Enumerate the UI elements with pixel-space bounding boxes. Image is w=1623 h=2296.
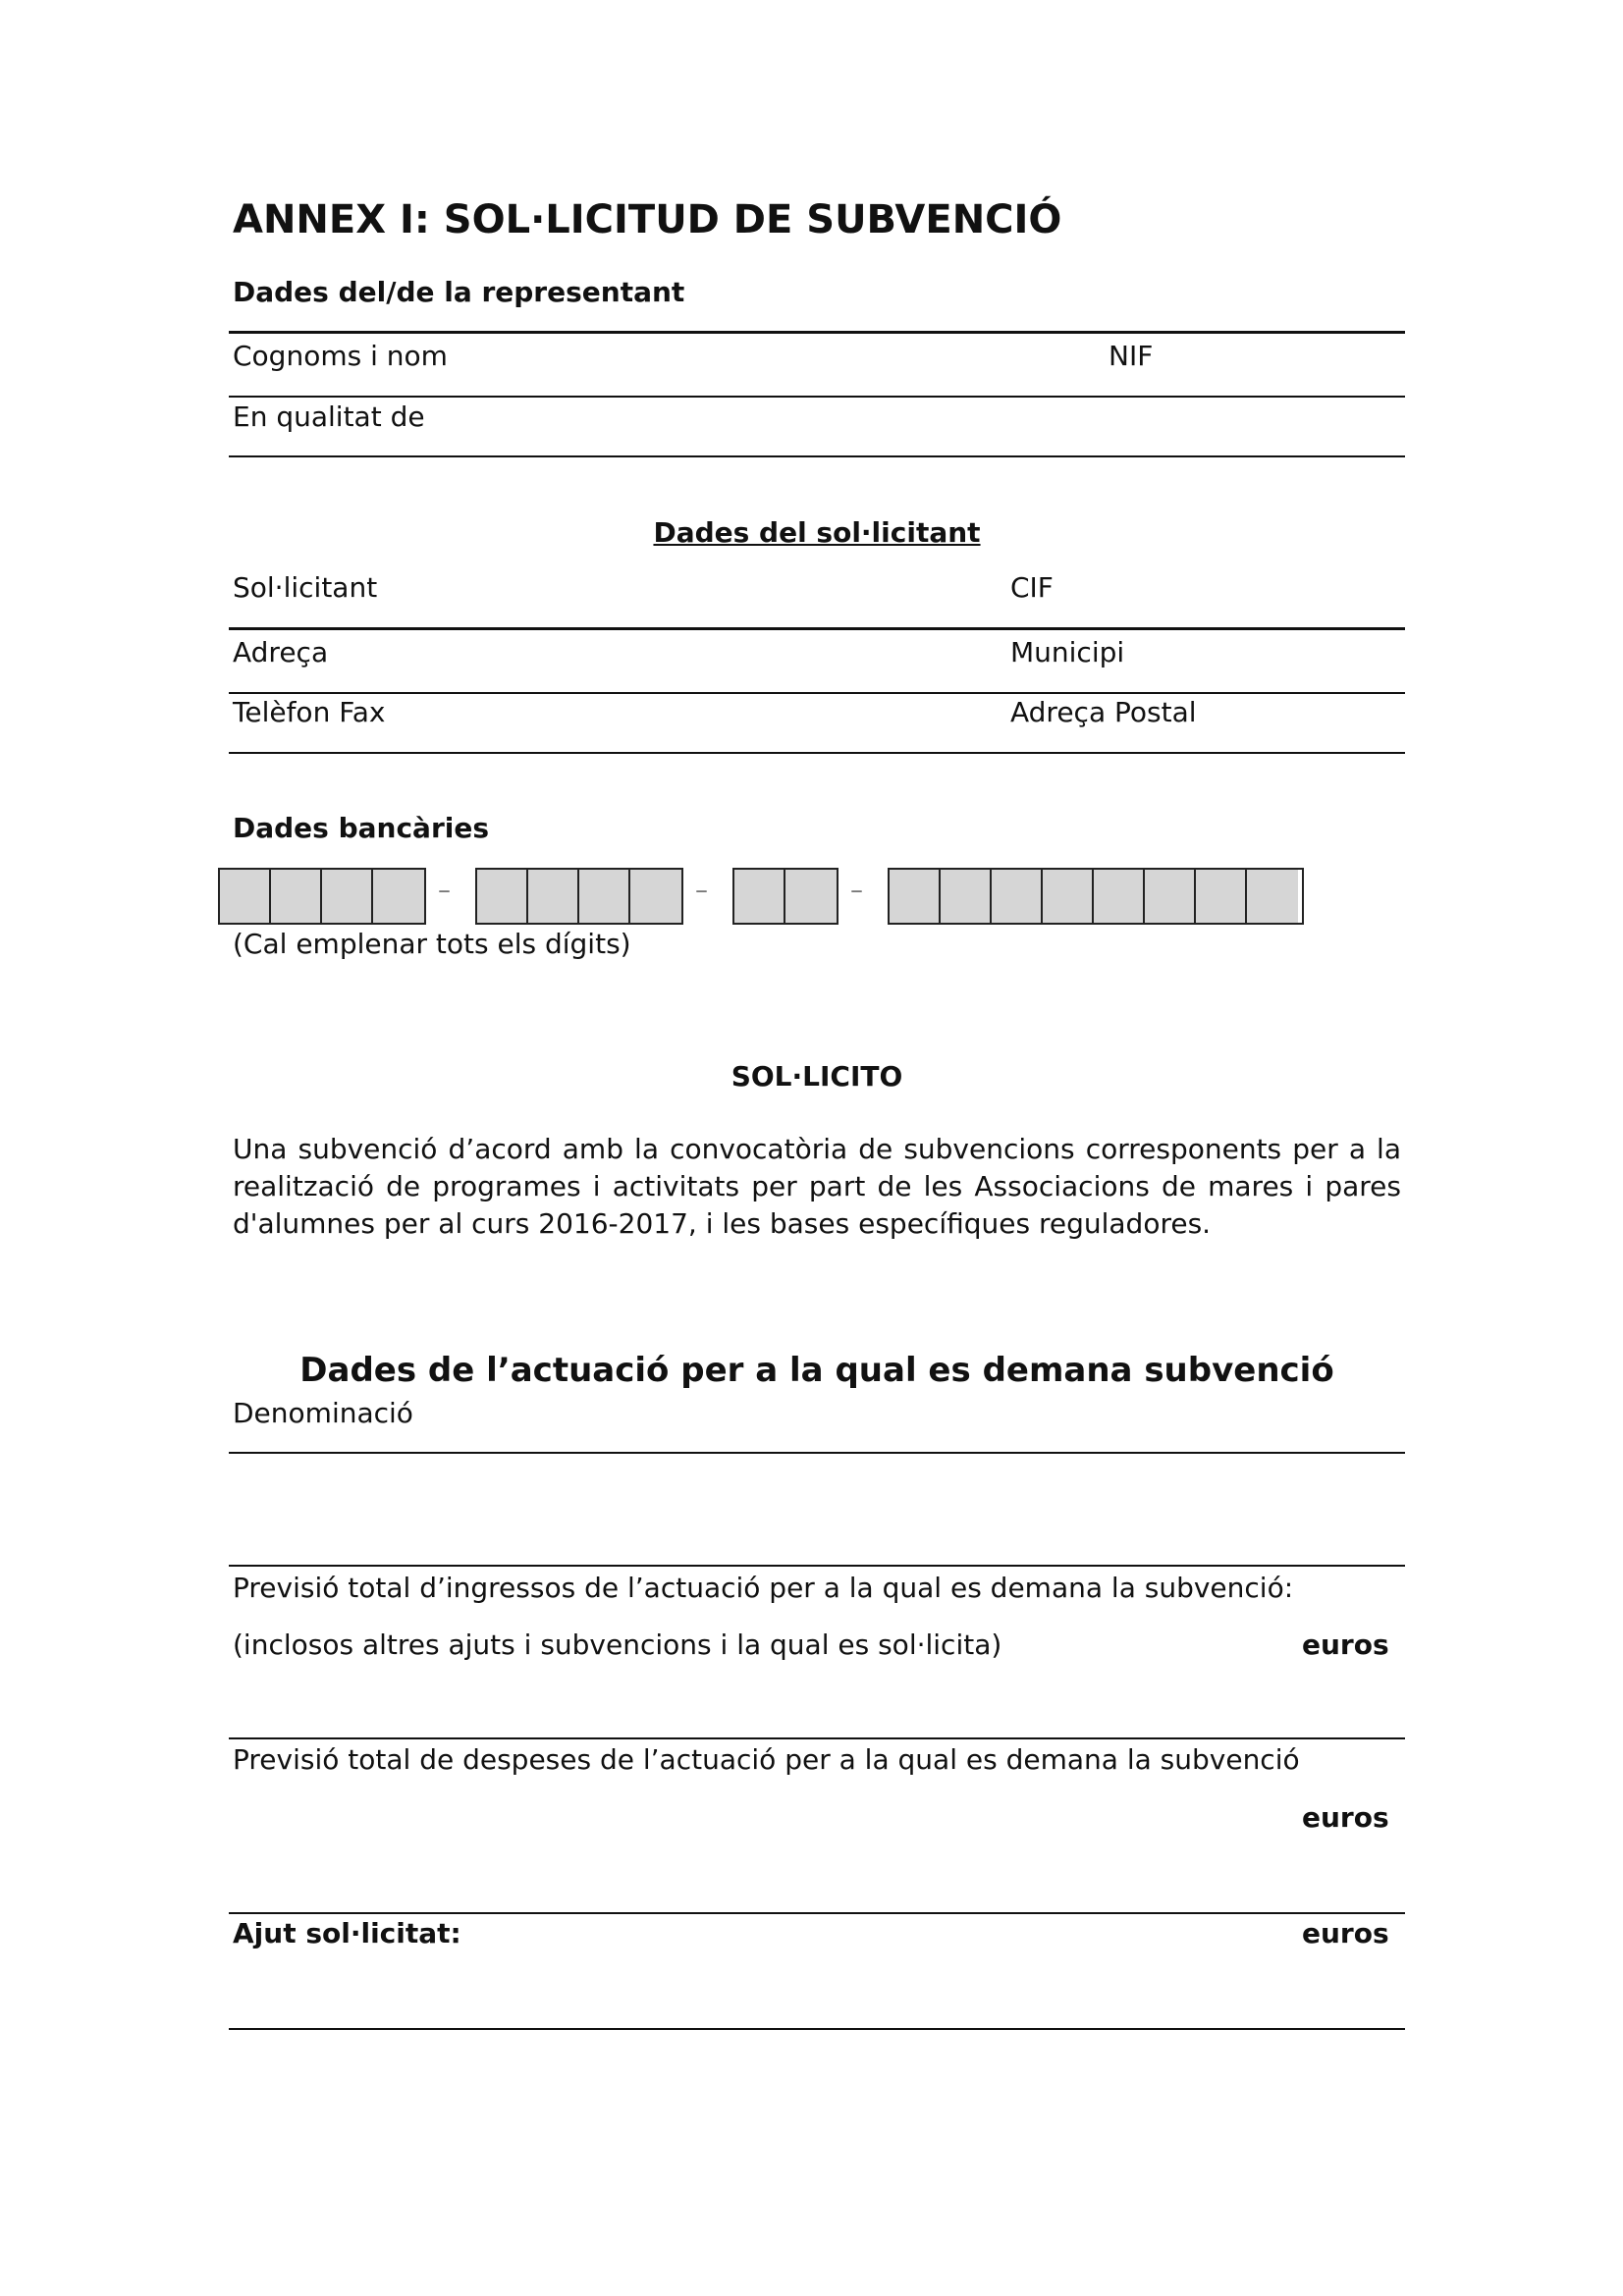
digit-box[interactable]: [630, 870, 681, 923]
digit-box[interactable]: [477, 870, 528, 923]
bank-group-2: [475, 868, 683, 925]
divider: [229, 1452, 1405, 1454]
bank-group-1: [218, 868, 426, 925]
divider: [229, 2028, 1405, 2030]
digit-box[interactable]: [373, 870, 424, 923]
divider: [229, 692, 1405, 694]
expense-currency: euros: [1302, 1801, 1389, 1834]
bank-group-4: [888, 868, 1304, 925]
divider: [229, 627, 1405, 630]
divider: [229, 1565, 1405, 1567]
sollicitant-heading-text: Dades del sol·licitant: [653, 516, 981, 549]
role-label: En qualitat de: [233, 400, 425, 433]
separator: –: [850, 876, 863, 905]
aid-label: Ajut sol·licitat:: [233, 1917, 461, 1949]
separator: –: [438, 876, 451, 905]
divider: [229, 331, 1405, 334]
bank-group-3: [732, 868, 839, 925]
action-heading: Dades de l’actuació per a la qual es demana subvenció: [299, 1351, 1334, 1390]
digit-box[interactable]: [1043, 870, 1094, 923]
nif-label: NIF: [1109, 340, 1154, 372]
digit-box[interactable]: [734, 870, 785, 923]
divider: [229, 1912, 1405, 1914]
income-label: Previsió total d’ingressos de l’actuació per a la qual es demana la subvenció:: [233, 1572, 1294, 1604]
page-title: ANNEX I: SOL·LICITUD DE SUBVENCIÓ: [233, 197, 1062, 242]
digit-box[interactable]: [1196, 870, 1247, 923]
digit-box[interactable]: [579, 870, 630, 923]
sollicitant-label: Sol·licitant: [233, 571, 378, 604]
address-label: Adreça: [233, 636, 329, 668]
request-heading: SOL·LICITO: [730, 1060, 903, 1093]
digit-box[interactable]: [785, 870, 837, 923]
income-note: (inclosos altres ajuts i subvencions i la qual es sol·licita): [233, 1629, 1002, 1661]
digit-box[interactable]: [322, 870, 373, 923]
digit-box[interactable]: [1094, 870, 1145, 923]
digit-box[interactable]: [1145, 870, 1196, 923]
divider: [229, 752, 1405, 754]
digit-box[interactable]: [271, 870, 322, 923]
denomination-label: Denominació: [233, 1397, 413, 1429]
sollicitant-heading: [229, 516, 1405, 550]
income-currency: euros: [1302, 1629, 1389, 1661]
cif-label: CIF: [1010, 571, 1054, 604]
request-text: Una subvenció d’acord amb la convocatòria de subvencions corresponents per a la realització de programes i activitats per part de les Associacions de mares i pares d'alumnes per al curs 2016-2017, i les bases específiques reguladores.: [233, 1133, 1401, 1240]
bank-note: (Cal emplenar tots els dígits): [233, 928, 631, 960]
digit-box[interactable]: [941, 870, 992, 923]
digit-box[interactable]: [1247, 870, 1298, 923]
name-label: Cognoms i nom: [233, 340, 448, 372]
divider: [229, 455, 1405, 457]
representant-heading: Dades del/de la representant: [233, 276, 685, 308]
aid-currency: euros: [1302, 1917, 1389, 1949]
divider: [229, 396, 1405, 398]
expense-label: Previsió total de despeses de l’actuació per a la qual es demana la subvenció: [233, 1743, 1300, 1776]
digit-box[interactable]: [220, 870, 271, 923]
phone-label: Telèfon Fax: [233, 696, 386, 728]
bank-heading: Dades bancàries: [233, 812, 490, 844]
municipi-label: Municipi: [1010, 636, 1125, 668]
separator: –: [695, 876, 708, 905]
digit-box[interactable]: [528, 870, 579, 923]
divider: [229, 1737, 1405, 1739]
digit-box[interactable]: [890, 870, 941, 923]
postal-label: Adreça Postal: [1010, 696, 1197, 728]
digit-box[interactable]: [992, 870, 1043, 923]
